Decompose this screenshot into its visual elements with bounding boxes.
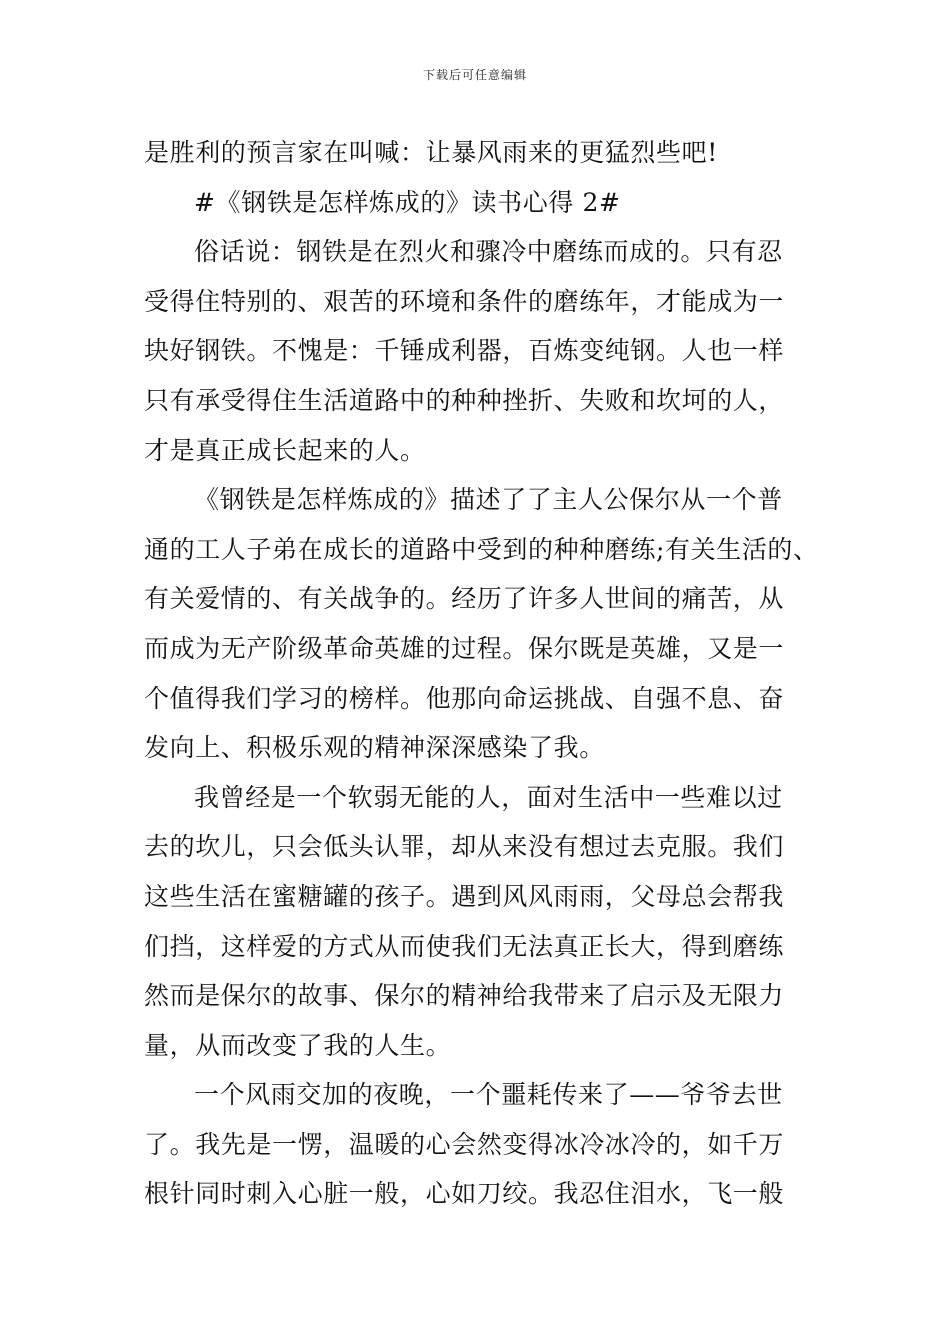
- text-line: 《钢铁是怎样炼成的》描述了了主人公保尔从一个普: [194, 485, 783, 515]
- page-header-note: 下载后可任意编辑: [422, 68, 527, 82]
- text-line: 去的坎儿，只会低头认罪，却从来没有想过去克服。我们: [144, 832, 785, 862]
- text-line: 俗话说：钢铁是在烈火和骤冷中磨练而成的。只有忍: [194, 237, 783, 267]
- text-line: 个值得我们学习的榜样。他那向命运挑战、自强不息、奋: [144, 683, 785, 713]
- text-line: 了。我先是一愣，温暖的心会然变得冰冷冰冷的，如千万: [144, 1129, 785, 1159]
- text-line: 通的工人子弟在成长的道路中受到的种种磨练;有关生活的、: [144, 534, 819, 564]
- text-line: 这些生活在蜜糖罐的孩子。遇到风风雨雨，父母总会帮我: [144, 881, 785, 911]
- text-line: 量，从而改变了我的人生。: [144, 1030, 452, 1060]
- text-line: 而成为无产阶级革命英雄的过程。保尔既是英雄，又是一: [144, 633, 785, 663]
- text-line: 是胜利的预言家在叫喊：让暴风雨来的更猛烈些吧!: [144, 138, 718, 167]
- text-line: 才是真正成长起来的人。: [144, 435, 426, 465]
- text-line: 根针同时刺入心脏一般，心如刀绞。我忍住泪水，飞一般: [144, 1179, 785, 1209]
- section-heading: #《钢铁是怎样炼成的》读书心得 2#: [194, 187, 621, 217]
- text-line: 只有承受得住生活道路中的种种挫折、失败和坎坷的人，: [144, 385, 785, 415]
- text-line: 块好钢铁。不愧是：千锤成利器，百炼变纯钢。人也一样: [144, 336, 785, 366]
- text-line: 有关爱情的、有关战争的。经历了许多人世间的痛苦，从: [144, 584, 785, 614]
- text-line: 我曾经是一个软弱无能的人，面对生活中一些难以过: [194, 782, 783, 812]
- text-line: 一个风雨交加的夜晚，一个噩耗传来了——爷爷去世: [194, 1080, 783, 1110]
- text-line: 们挡，这样爱的方式从而使我们无法真正长大，得到磨练: [144, 931, 785, 961]
- document-body: [144, 128, 819, 1219]
- text-line: 受得住特别的、艰苦的环境和条件的磨练年，才能成为一: [144, 286, 785, 316]
- text-line: 发向上、积极乐观的精神深深感染了我。: [144, 733, 605, 763]
- text-line: 然而是保尔的故事、保尔的精神给我带来了启示及无限力: [144, 981, 785, 1011]
